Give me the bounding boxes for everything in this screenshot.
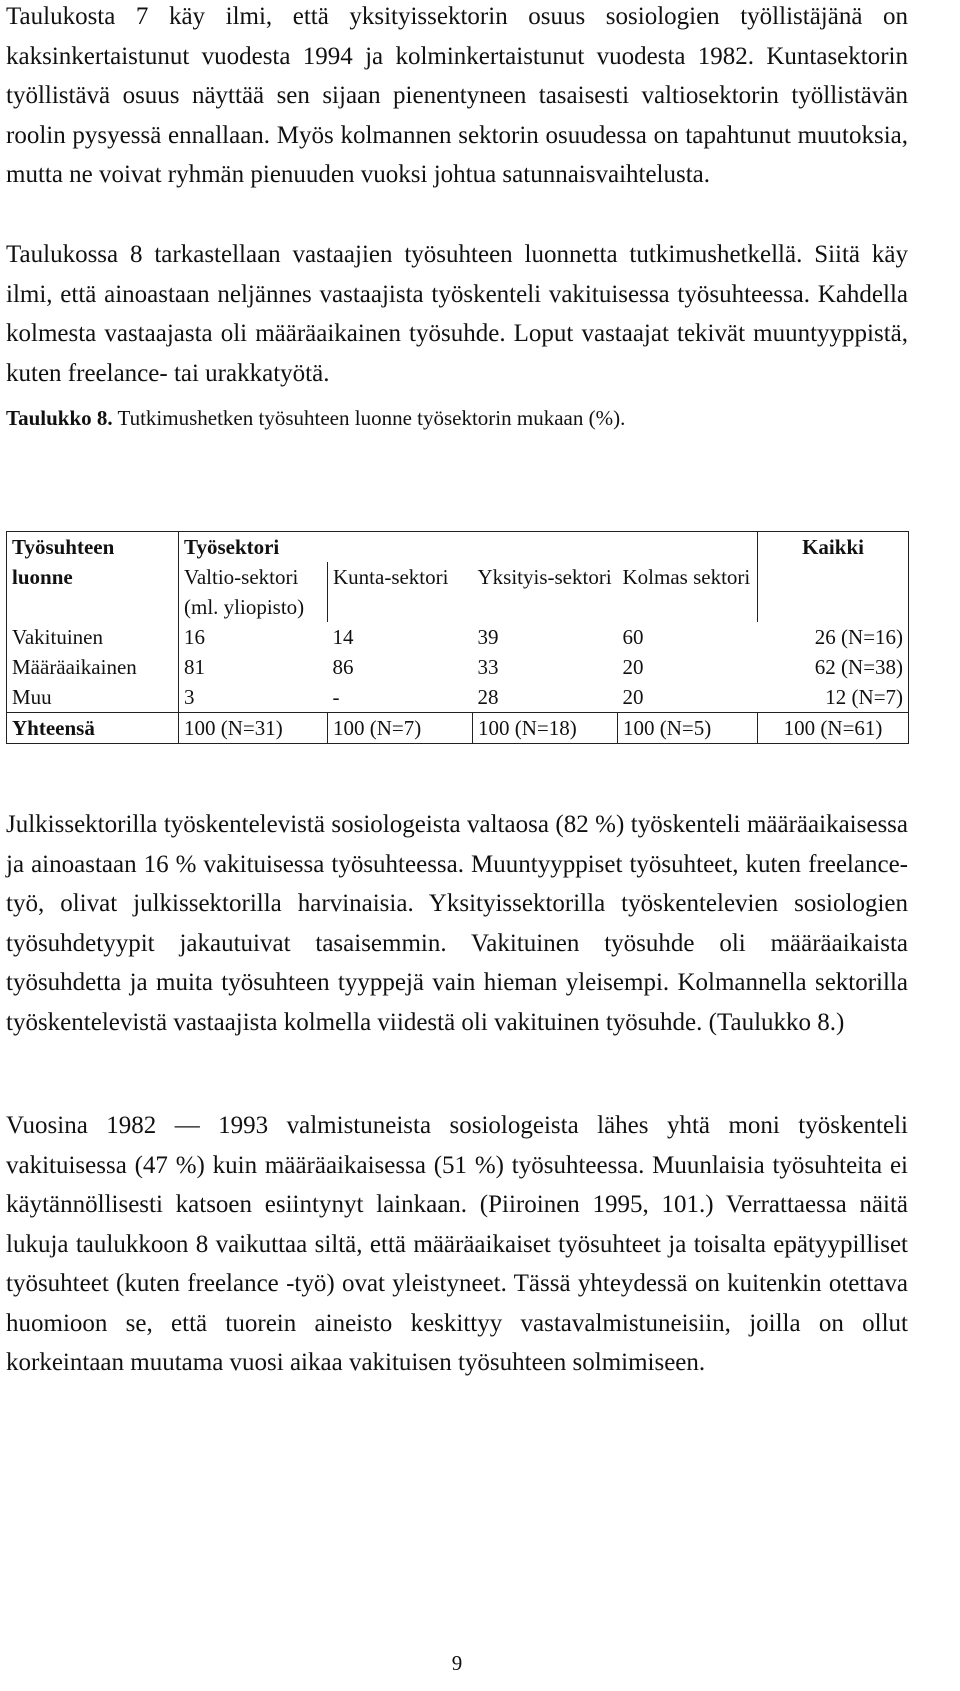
paragraph-2: Taulukossa 8 tarkastellaan vastaajien työsuhteen luonnetta tutkimushetkellä. Siitä käy ilmi, että ainoastaan neljännes vastaajista työskenteli vakituisessa työsuhteessa. Kahdella kolmesta vastaajasta oli määräaikainen työsuhde. Loput vastaajat tekivät muuntyyppistä, kuten freelance- tai urakkatyötä.	[6, 241, 908, 387]
table-cell: 20	[622, 685, 644, 709]
table-group-header: Työsektori	[179, 532, 758, 563]
paragraph-1: Taulukosta 7 käy ilmi, että yksityissektorin osuus sosiologien työllistäjänä on kaksinkertaistunut vuodesta 1994 ja kolminkertaistunut vuodesta 1982. Kuntasektorin työllistävä osuus näyttää sen sijaan pienentyneen tasaisesti valtiosektorin työllistävän roolin pysyessä ennallaan. Myös kolmannen sektorin osuudessa on tapahtunut muutoksia, mutta ne voivat ryhmän pienuuden vuoksi johtua satunnaisvaihtelusta.	[6, 3, 908, 188]
table-cell: 86	[332, 655, 354, 679]
table-total-row	[7, 713, 909, 744]
table-total-header: Kaikki	[758, 532, 909, 623]
paragraph-4: Vuosina 1982 — 1993 valmistuneista sosiologeista lähes yhtä moni työskenteli vakituisessa (47 %) kuin määräaikaisessa (51 %) työsuhteessa. Muunlaisia työsuhteita ei käytännöllisesti katsoen esiintynyt lainkaan. (Piiroinen 1995, 101.) Verrattaessa näitä lukuja taulukkoon 8 vaikuttaa siltä, että määräaikaiset työsuhteet ja toisalta epätyypilliset työsuhteet (kuten freelance -työ) ovat yleistyneet. Tässä yhteydessä on kuitenkin otettava huomioon se, että tuorein aineisto keskittyy vastavalmistuneisiin, joilla on ollut korkeintaan muutama vuosi aikaa vakituisen työsuhteen solmimiseen.	[6, 1112, 908, 1376]
table-caption	[6, 403, 908, 433]
table-row-label: Määräaikainen	[7, 652, 179, 682]
table-cell: 62 (N=38)	[758, 652, 909, 682]
employment-table	[6, 531, 909, 744]
table-row	[7, 652, 909, 682]
table-cell: 14	[332, 625, 354, 649]
table-cell: -	[332, 685, 340, 709]
page-number: 9	[451, 1651, 463, 1675]
table-row	[7, 622, 909, 652]
table-cell: 81	[184, 655, 205, 679]
table-total-cell: 100 (N=5)	[618, 713, 758, 744]
table-cell: 16	[184, 625, 205, 649]
table-col-header: Kolmas sektori	[622, 565, 751, 589]
table-col-header: Yksityis-sektori	[477, 565, 612, 589]
table-header-row-1	[7, 532, 909, 563]
table-cell: 39	[477, 625, 499, 649]
table-cell: 33	[477, 655, 499, 679]
table-cell: 60	[622, 625, 644, 649]
table-row	[7, 682, 909, 713]
table-cell: 28	[477, 685, 499, 709]
paragraph-3: Julkissektorilla työskentelevistä sosiologeista valtaosa (82 %) työskenteli määräaikaisessa ja ainoastaan 16 % vakituisessa työsuhteessa. Muuntyyppiset työsuhteet, kuten freelance-työ, olivat julkissektorilla harvinaisia. Yksityissektorilla työskentelevien sosiologien työsuhdetyypit jakautuivat tasaisemmin. Vakituinen työsuhde oli määräaikaista työsuhdetta ja muita työsuhteen tyyppejä vain hieman yleisempi. Kolmannella sektorilla työskentelevistä vastaajista kolmella viidestä oli vakituinen työsuhde. (Taulukko 8.)	[6, 811, 908, 1036]
table-caption-label: Taulukko 8.	[6, 406, 113, 430]
table-col-header: Kunta-sektori	[333, 565, 449, 589]
table-col-header: Valtio-sektori (ml. yliopisto)	[179, 562, 328, 622]
table-cell: 3	[184, 685, 195, 709]
table-cell: 12 (N=7)	[758, 682, 909, 713]
table-row-label: Vakituinen	[7, 622, 179, 652]
table-row-label: Muu	[7, 682, 179, 713]
table-caption-text: Tutkimushetken työsuhteen luonne työsektorin mukaan (%).	[112, 406, 626, 430]
table-cell: 20	[622, 655, 644, 679]
table-total-cell: 100 (N=61)	[758, 713, 909, 744]
table-total-cell: 100 (N=7)	[328, 713, 473, 744]
table-total-cell: 100 (N=18)	[473, 713, 618, 744]
table-total-cell: 100 (N=31)	[179, 713, 328, 744]
table-cell: 26 (N=16)	[758, 622, 909, 652]
table-corner-header: Työsuhteen luonne	[7, 532, 179, 623]
table-total-label: Yhteensä	[7, 713, 179, 744]
